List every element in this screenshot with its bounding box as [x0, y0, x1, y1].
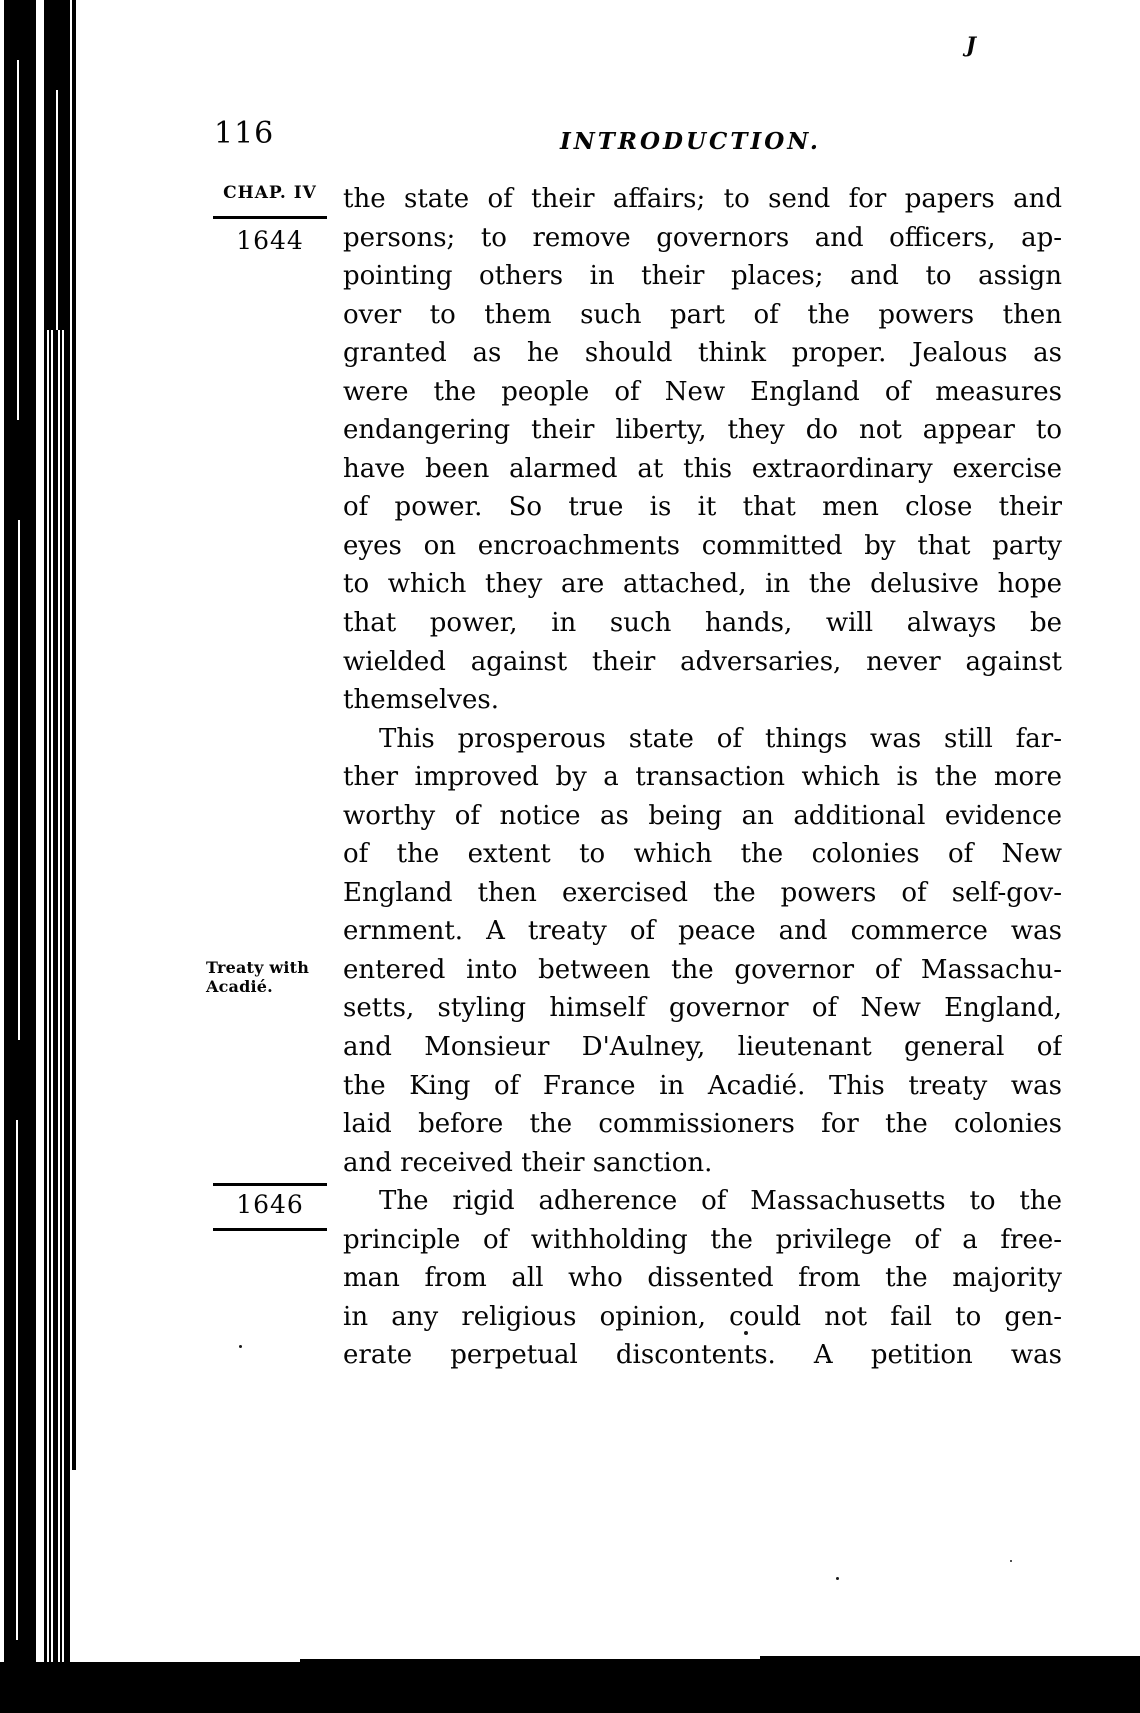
running-header: INTRODUCTION. — [560, 128, 821, 155]
chapter-label: CHAP. IV — [223, 183, 317, 203]
text-line: have been alarmed at this extraordinary exercise — [343, 453, 1062, 484]
ink-mark: J — [966, 32, 976, 57]
text-line: over to them such part of the powers then — [343, 299, 1062, 330]
scan-speck — [836, 1577, 839, 1580]
text-block — [343, 180, 1062, 1375]
text-line: ther improved by a transaction which is the more — [343, 762, 1062, 793]
text-line: the King of France in Acadié. This treaty was — [343, 1070, 1062, 1101]
text-line: endangering their liberty, they do not appear to — [343, 415, 1062, 446]
text-line: in any religious opinion, could not fail to gen- — [343, 1301, 1062, 1332]
margin-rule — [213, 1183, 327, 1186]
text-line: the state of their affairs; to send for papers and — [343, 184, 1062, 214]
text-line: themselves. — [343, 685, 499, 716]
text-line: This prosperous state of things was still far- — [379, 723, 1062, 754]
text-line: entered into between the governor of Massachu- — [343, 954, 1062, 985]
page-number: 116 — [214, 116, 275, 151]
scan-speck — [1010, 1560, 1012, 1562]
year-note-1646: 1646 — [236, 1190, 304, 1219]
margin-rule — [213, 1228, 327, 1231]
text-line: that power, in such hands, will always be — [343, 608, 1062, 639]
treaty-note-line2: Acadié. — [206, 977, 273, 996]
text-line: The rigid adherence of Massachusetts to the — [379, 1186, 1062, 1217]
text-line: granted as he should think proper. Jealous as — [343, 338, 1062, 369]
text-line: England then exercised the powers of self-gov- — [343, 877, 1062, 908]
text-line: of the extent to which the colonies of New — [343, 839, 1062, 870]
text-line: worthy of notice as being an additional evidence — [343, 800, 1062, 831]
text-line: and received their sanction. — [343, 1147, 713, 1178]
text-line: pointing others in their places; and to assign — [343, 261, 1062, 292]
text-line: wielded against their adversaries, never against — [343, 646, 1062, 677]
text-line: to which they are attached, in the delusive hope — [343, 569, 1062, 600]
text-line: man from all who dissented from the majority — [343, 1263, 1062, 1294]
year-note-1644: 1644 — [236, 226, 304, 255]
scan-speck — [239, 1345, 242, 1348]
text-line: of power. So true is it that men close their — [343, 492, 1062, 523]
text-line: principle of withholding the privilege of a free- — [343, 1224, 1062, 1255]
text-line: laid before the commissioners for the colonies — [343, 1109, 1062, 1140]
text-line: were the people of New England of measures — [343, 376, 1062, 407]
text-line: persons; to remove governors and officers, ap- — [343, 222, 1062, 253]
text-line: erate perpetual discontents. A petition was — [343, 1340, 1062, 1371]
text-line: eyes on encroachments committed by that party — [343, 530, 1062, 561]
text-line: ernment. A treaty of peace and commerce was — [343, 916, 1062, 947]
treaty-note-line1: Treaty with — [206, 958, 310, 977]
treaty-margin-note — [206, 958, 326, 996]
margin-rule — [213, 216, 327, 219]
text-line: and Monsieur D'Aulney, lieutenant general of — [343, 1032, 1062, 1063]
text-line: setts, styling himself governor of New England, — [343, 993, 1062, 1024]
